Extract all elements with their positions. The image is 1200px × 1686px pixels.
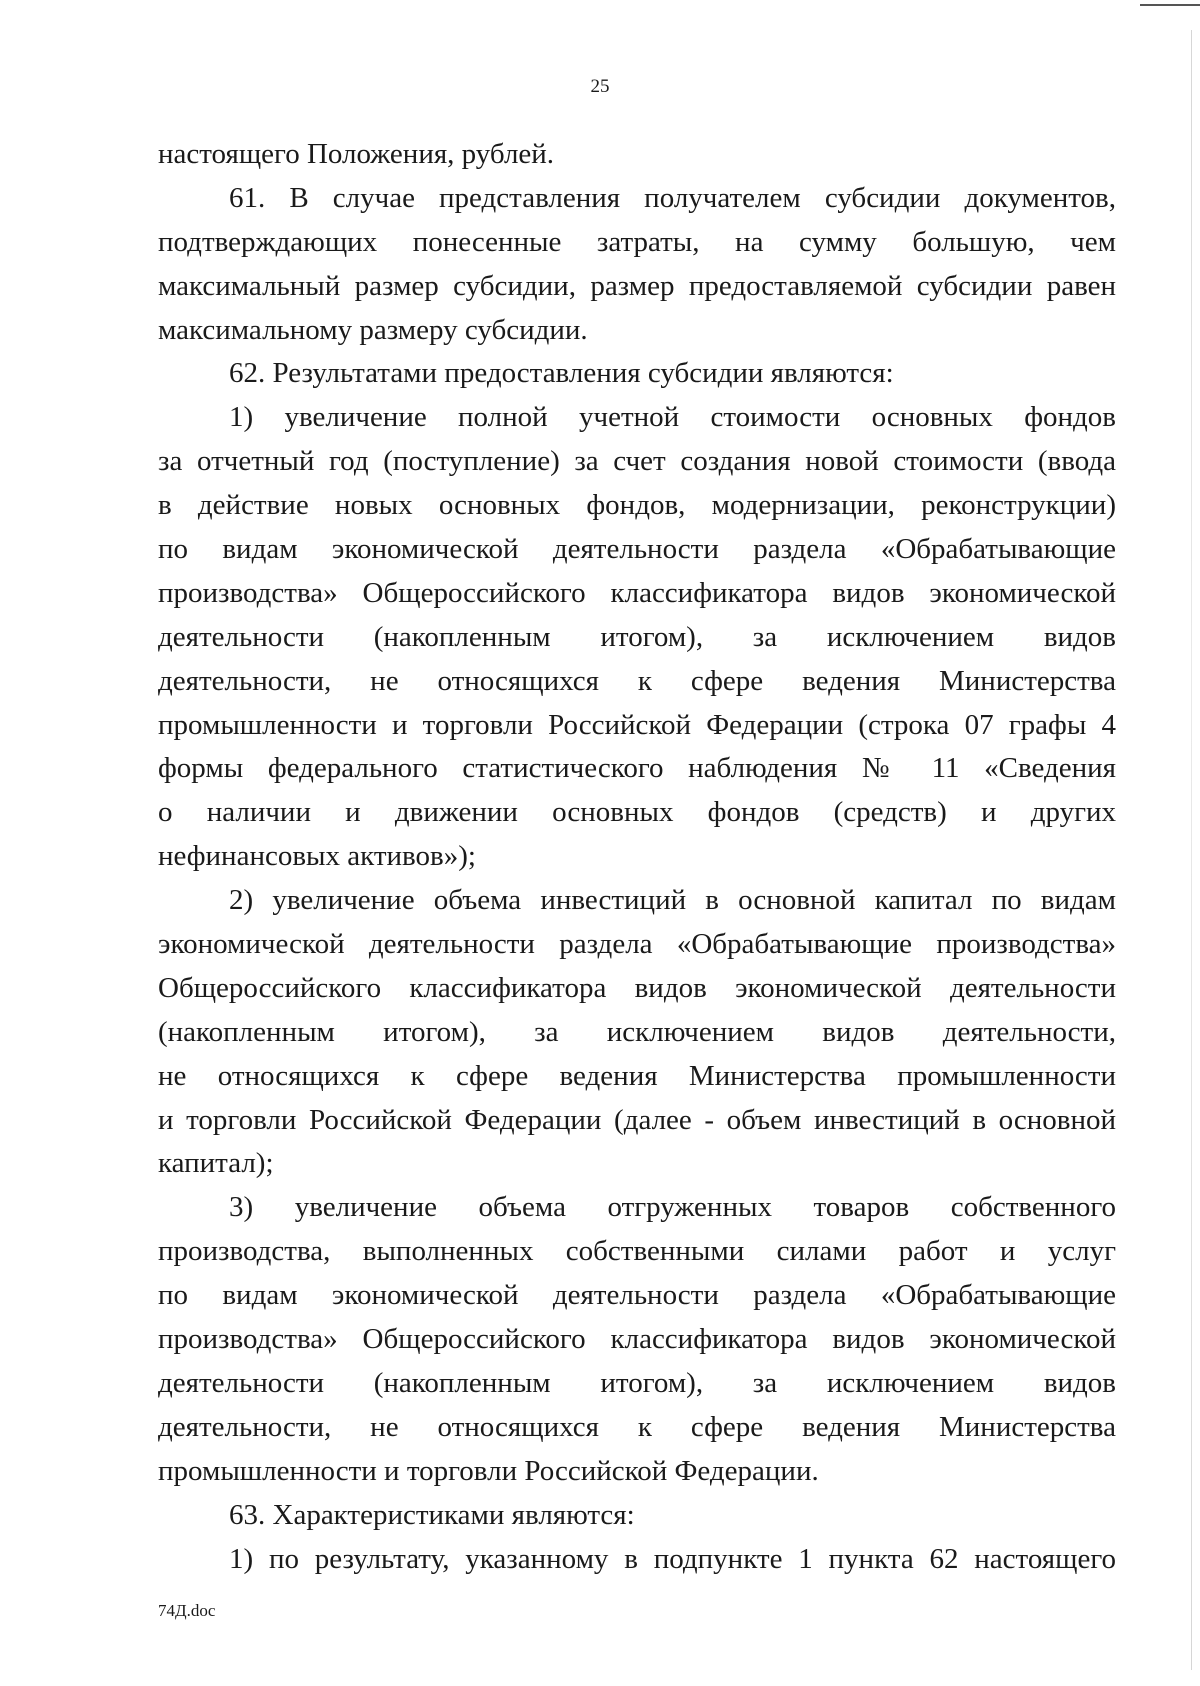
- text-line: 2) увеличение объема инвестиций в основной капитал по видам: [229, 884, 1116, 917]
- document-body: [158, 133, 1116, 1581]
- text-line: максимальному размеру субсидии.: [158, 313, 588, 346]
- text-line: Общероссийского классификатора видов экономической деятельности: [158, 971, 1116, 1004]
- text-line: за отчетный год (поступление) за счет создания новой стоимости (ввода: [158, 445, 1116, 478]
- text-line: экономической деятельности раздела «Обрабатывающие производства»: [158, 928, 1116, 961]
- text-line: деятельности (накопленным итогом), за исключением видов: [158, 1366, 1116, 1399]
- text-line: и торговли Российской Федерации (далее - объем инвестиций в основной: [158, 1103, 1116, 1136]
- text-line: формы федерального статистического наблюдения № 11 «Сведения: [158, 752, 1116, 785]
- scan-edge-shadow: [1191, 30, 1192, 1670]
- text-line: по видам экономической деятельности раздела «Обрабатывающие: [158, 1279, 1116, 1312]
- text-line: 3) увеличение объема отгруженных товаров собственного: [229, 1191, 1116, 1224]
- text-line: подтверждающих понесенные затраты, на сумму большую, чем: [158, 225, 1116, 258]
- text-line: производства, выполненных собственными силами работ и услуг: [158, 1235, 1116, 1268]
- text-line: 63. Характеристиками являются:: [229, 1498, 635, 1531]
- text-line: нефинансовых активов»);: [158, 840, 476, 873]
- page-number: 25: [590, 76, 610, 97]
- text-line: 61. В случае представления получателем субсидии документов,: [229, 181, 1116, 214]
- text-line: деятельности (накопленным итогом), за исключением видов: [158, 620, 1116, 653]
- text-line: производства» Общероссийского классификатора видов экономической: [158, 1323, 1116, 1356]
- text-line: промышленности и торговли Российской Федерации (строка 07 графы 4: [158, 708, 1116, 741]
- text-line: (накопленным итогом), за исключением видов деятельности,: [158, 1015, 1116, 1048]
- text-line: настоящего Положения, рублей.: [158, 138, 555, 170]
- text-line: деятельности, не относящихся к сфере ведения Министерства: [158, 664, 1116, 697]
- text-line: о наличии и движении основных фондов (средств) и других: [158, 796, 1116, 829]
- text-line: 62. Результатами предоставления субсидии являются:: [229, 357, 894, 390]
- text-line: в действие новых основных фондов, модернизации, реконструкции): [158, 489, 1116, 522]
- scan-edge-mark: [1140, 4, 1200, 6]
- text-line: по видам экономической деятельности раздела «Обрабатывающие: [158, 533, 1116, 566]
- text-line: не относящихся к сфере ведения Министерства промышленности: [158, 1059, 1116, 1092]
- text-line: деятельности, не относящихся к сфере ведения Министерства: [158, 1410, 1116, 1443]
- text-line: капитал);: [158, 1147, 274, 1180]
- text-line: промышленности и торговли Российской Федерации.: [158, 1454, 819, 1487]
- footer-filename: 74Д.doc: [158, 1601, 216, 1620]
- text-line: производства» Общероссийского классификатора видов экономической: [158, 576, 1116, 609]
- text-line: 1) увеличение полной учетной стоимости основных фондов: [229, 401, 1116, 434]
- text-line: 1) по результату, указанному в подпункте 1 пункта 62 настоящего: [229, 1542, 1116, 1575]
- text-line: максимальный размер субсидии, размер предоставляемой субсидии равен: [158, 269, 1116, 302]
